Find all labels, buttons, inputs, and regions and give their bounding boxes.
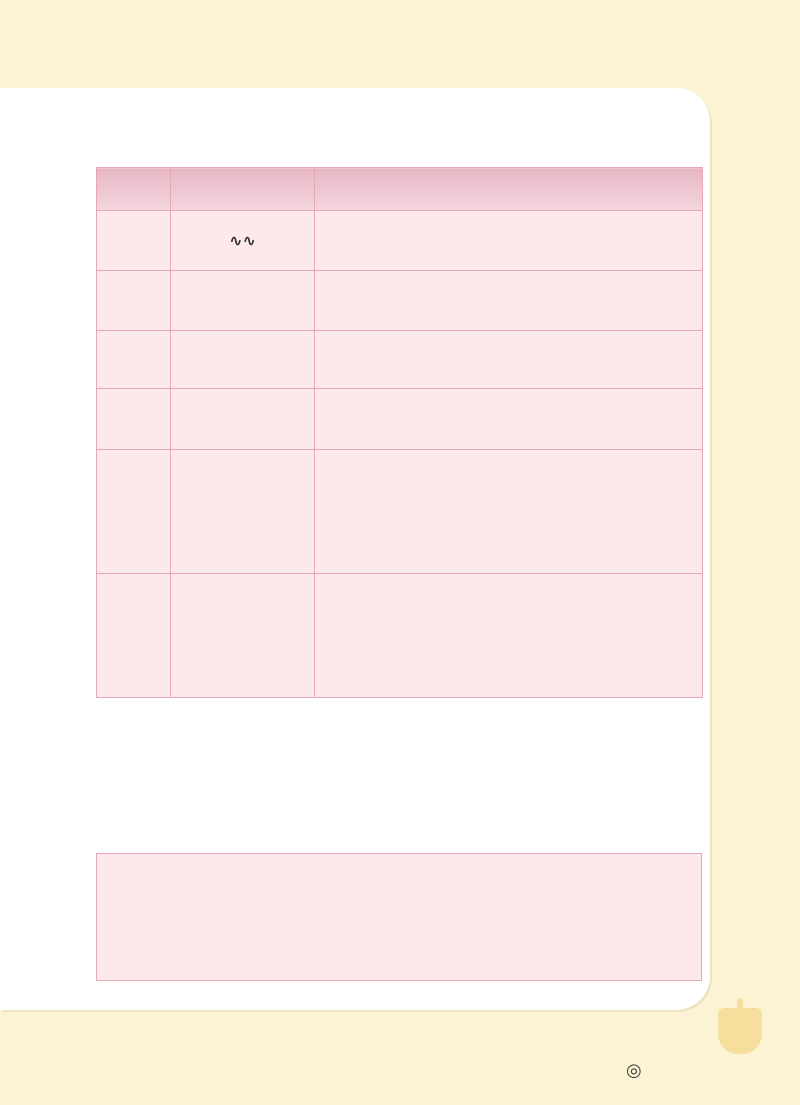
header-name: [97, 168, 171, 211]
staff-mordent-notation: [329, 219, 385, 263]
staff-grace-before-result-1: [405, 463, 475, 507]
ornament-desc: [315, 271, 703, 331]
ornament-desc: [315, 573, 703, 697]
staff-grace-after-notation-1: [329, 587, 389, 631]
definition-interval: [118, 790, 132, 805]
grace-note-before-symbols: [171, 449, 315, 573]
mordent-symbol: ∿∿: [171, 211, 315, 271]
ornament-name: [97, 211, 171, 271]
ornament-desc: [315, 211, 703, 271]
grace-note-after-symbols: [171, 573, 315, 697]
staff-glide-up: [329, 338, 395, 382]
staff-grace-after-2: [245, 613, 305, 657]
staff-grace-after-1: [181, 613, 241, 657]
staff-glide-down-to: [481, 397, 531, 441]
ornament-name: [97, 389, 171, 449]
definition-degree: [118, 818, 132, 833]
interval-staff: [97, 854, 701, 944]
staff-trill-notation: [329, 279, 385, 323]
staff-grace-before-1: [181, 489, 241, 533]
table-row: [97, 389, 703, 449]
staff-grace-after-result-1: [405, 587, 481, 631]
staff-grace-after-notation-2: [329, 639, 389, 683]
staff-glide-up-from: [411, 338, 465, 382]
table-row: [97, 573, 703, 697]
staff-glide-down-from: [411, 397, 465, 441]
staff-mordent-result: [401, 219, 471, 263]
table-header-row: [97, 168, 703, 211]
ornament-desc: [315, 389, 703, 449]
ornament-name: [97, 449, 171, 573]
ornament-name: [97, 331, 171, 389]
staff-grace-before-notation-1: [329, 463, 389, 507]
staff-glide-down: [329, 397, 395, 441]
table-row: [97, 211, 703, 271]
wechat-icon: ◎: [626, 1060, 642, 1081]
staff-grace-before-notation-2: [329, 515, 389, 559]
header-desc: [315, 168, 703, 211]
trill-symbol: [171, 271, 315, 331]
table-row: [97, 449, 703, 573]
staff-grace-after-result-2: [405, 639, 481, 683]
ornament-name: [97, 271, 171, 331]
interval-staff-box: [96, 853, 702, 981]
ornament-desc: [315, 331, 703, 389]
watermark: [626, 1060, 648, 1081]
staff-trill-result: [401, 279, 561, 323]
ornament-desc: [315, 449, 703, 573]
staff-grace-before-result-2: [405, 515, 475, 559]
staff-glide-up-to: [481, 338, 531, 382]
page-number: [718, 1008, 762, 1054]
table-row: [97, 331, 703, 389]
table-row: [97, 271, 703, 331]
glide-up-symbol: [171, 331, 315, 389]
glide-down-symbol: [171, 389, 315, 449]
staff-grace-before-2: [245, 489, 305, 533]
ornament-table: [96, 167, 703, 698]
header-mark: [171, 168, 315, 211]
ornament-name: [97, 573, 171, 697]
